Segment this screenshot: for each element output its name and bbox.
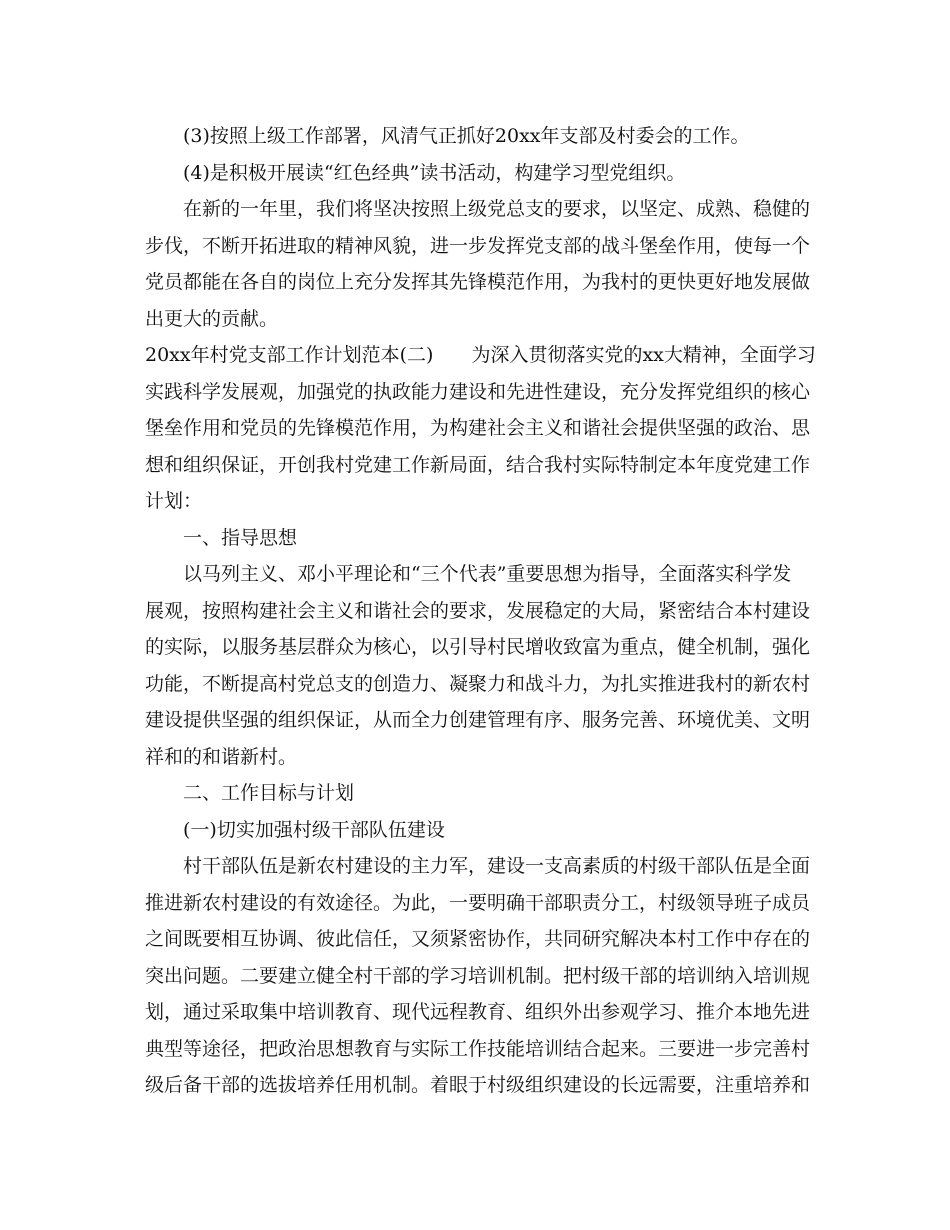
section-heading: 一、指导思想 [183,526,298,549]
text-line: 实践科学发展观，加强党的执政能力建设和先进性建设，充分发挥党组织的核心 [145,380,811,403]
text-line: 祥和的和谐新村。 [145,745,298,768]
text-line: 推进新农村建设的有效途径。为此，一要明确干部职责分工，村级领导班子成员 [145,891,811,914]
text-line: 党员都能在各自的岗位上充分发挥其先锋模范作用，为我村的更快更好地发展做 [145,271,811,293]
subsection-heading: (一)切实加强村级干部队伍建设 [183,818,445,841]
text-line-with-heading [145,337,816,374]
text-line: 计划： [145,490,203,512]
section-heading: 20xx年村党支部工作计划范本(二) [145,344,434,366]
text-line: 突出问题。二要建立健全村干部的学习培训机制。把村级干部的培训纳入培训规 [145,964,811,987]
text-line: 之间既要相互协调、彼此信任，又须紧密协作，共同研究解决本村工作中存在的 [145,928,811,950]
text-line: 级后备干部的选拔培养任用机制。着眼于村级组织建设的长远需要，注重培养和 [145,1074,811,1096]
text-line: 功能，不断提高村党总支的创造力、凝聚力和战斗力，为扎实推进我村的新农村 [145,672,811,695]
text-line: (3)按照上级工作部署，风清气正抓好20xx年支部及村委会的工作。 [183,125,750,147]
text-line: 以马列主义、邓小平理论和“三个代表”重要思想为指导，全面落实科学发 [183,563,792,585]
text-fragment: 为深入贯彻落实党的xx大精神，全面学习 [471,344,816,366]
text-line: 建设提供坚强的组织保证，从而全力创建管理有序、服务完善、环境优美、文明 [145,709,811,731]
document-body [145,118,816,1104]
text-line: 出更大的贡献。 [145,307,279,330]
text-line: 想和组织保证，开创我村党建工作新局面，结合我村实际特制定本年度党建工作 [145,453,811,476]
text-line: 典型等途径，把政治思想教育与实际工作技能培训结合起来。三要进一步完善村 [145,1037,811,1060]
text-line: 堡垒作用和党员的先锋模范作用，为构建社会主义和谐社会提供坚强的政治、思 [145,417,811,439]
text-line: 村干部队伍是新农村建设的主力军，建设一支高素质的村级干部队伍是全面 [183,855,811,877]
text-line: 的实际，以服务基层群众为核心，以引导村民增收致富为重点，健全机制，强化 [145,636,811,658]
text-line: 划，通过采取集中培训教育、现代远程教育、组织外出参观学习、推介本地先进 [145,1001,811,1023]
text-line: 步伐，不断开拓进取的精神风貌，进一步发挥党支部的战斗堡垒作用，使每一个 [145,234,811,257]
text-line: 在新的一年里，我们将坚决按照上级党总支的要求，以坚定、成熟、稳健的 [183,198,811,220]
text-line: (4)是积极开展读“红色经典”读书活动，构建学习型党组织。 [183,161,686,184]
section-heading: 二、工作目标与计划 [183,782,355,804]
text-line: 展观，按照构建社会主义和谐社会的要求，发展稳定的大局，紧密结合本村建设 [145,599,811,622]
